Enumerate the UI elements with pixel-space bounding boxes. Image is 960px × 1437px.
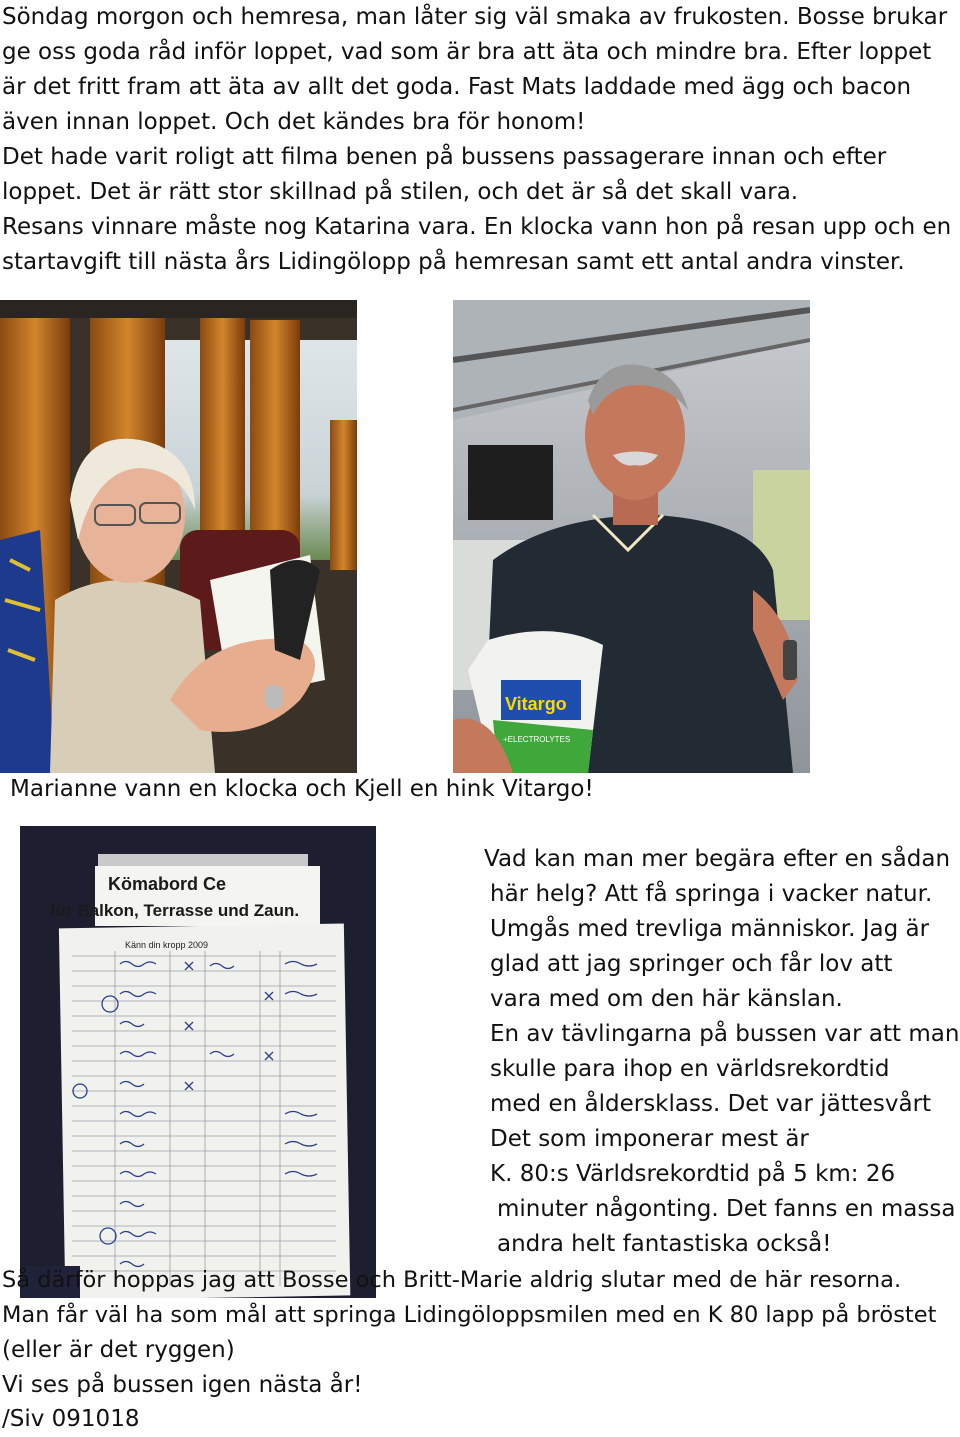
side-line: med en åldersklass. Det var jättesvårt — [490, 1091, 932, 1117]
sheet-heading-label: Känn din kropp 2009 — [125, 940, 209, 950]
sheet-subtitle-label: für Balkon, Terrasse und Zaun. — [50, 901, 300, 920]
closing-line: (eller är det ryggen) — [2, 1337, 235, 1363]
intro-line: Söndag morgon och hemresa, man låter sig väl smaka av frukosten. Bosse brukar — [2, 4, 948, 30]
intro-line: Det hade varit roligt att filma benen på bussens passagerare innan och efter — [2, 144, 887, 170]
signature: /Siv 091018 — [2, 1406, 140, 1432]
closing-line: Vi ses på bussen igen nästa år! — [2, 1372, 363, 1398]
side-line: Det som imponerar mest är — [490, 1126, 809, 1152]
side-line: andra helt fantastiska också! — [497, 1231, 832, 1257]
side-line: En av tävlingarna på bussen var att man — [490, 1021, 960, 1047]
intro-line: Resans vinnare måste nog Katarina vara. En klocka vann hon på resan upp och en — [2, 214, 952, 240]
photo-marianne-with-watch — [0, 300, 357, 773]
side-line: glad att jag springer och får lov att — [490, 951, 893, 977]
photo-kjell-with-bucket — [453, 300, 810, 773]
side-line: Vad kan man mer begära efter en sådan — [484, 846, 951, 872]
photo-caption: Marianne vann en klocka och Kjell en hink Vitargo! — [10, 776, 594, 802]
intro-line: loppet. Det är rätt stor skillnad på stilen, och det är så det skall vara. — [2, 179, 799, 205]
bucket-sub-label: +ELECTROLYTES — [503, 735, 571, 744]
sheet-brand-label: Kömabord Ce — [108, 874, 227, 894]
side-line: minuter någonting. Det fanns en massa — [497, 1196, 956, 1222]
side-line: vara med om den här känslan. — [490, 986, 843, 1012]
side-line: K. 80:s Världsrekordtid på 5 km: 26 — [490, 1161, 896, 1187]
side-line: Umgås med trevliga människor. Jag är — [490, 916, 930, 942]
intro-line: även innan loppet. Och det kändes bra för honom! — [2, 109, 586, 135]
intro-line: ge oss goda råd inför loppet, vad som är bra att äta och mindre bra. Efter loppet — [2, 39, 932, 65]
closing-line: Så därför hoppas jag att Bosse och Britt-Marie aldrig slutar med de här resorna. — [2, 1267, 902, 1293]
side-line: skulle para ihop en världsrekordtid — [490, 1056, 890, 1082]
intro-line: startavgift till nästa års Lidingölopp på hemresan samt ett antal andra vinster. — [2, 249, 905, 275]
bucket-brand-label: Vitargo — [505, 694, 567, 714]
photo-score-sheet — [20, 826, 376, 1298]
side-line: här helg? Att få springa i vacker natur. — [490, 881, 933, 907]
closing-line: Man får väl ha som mål att springa Lidingöloppsmilen med en K 80 lapp på bröstet — [2, 1302, 937, 1328]
intro-line: är det fritt fram att äta av allt det goda. Fast Mats laddade med ägg och bacon — [2, 74, 912, 100]
